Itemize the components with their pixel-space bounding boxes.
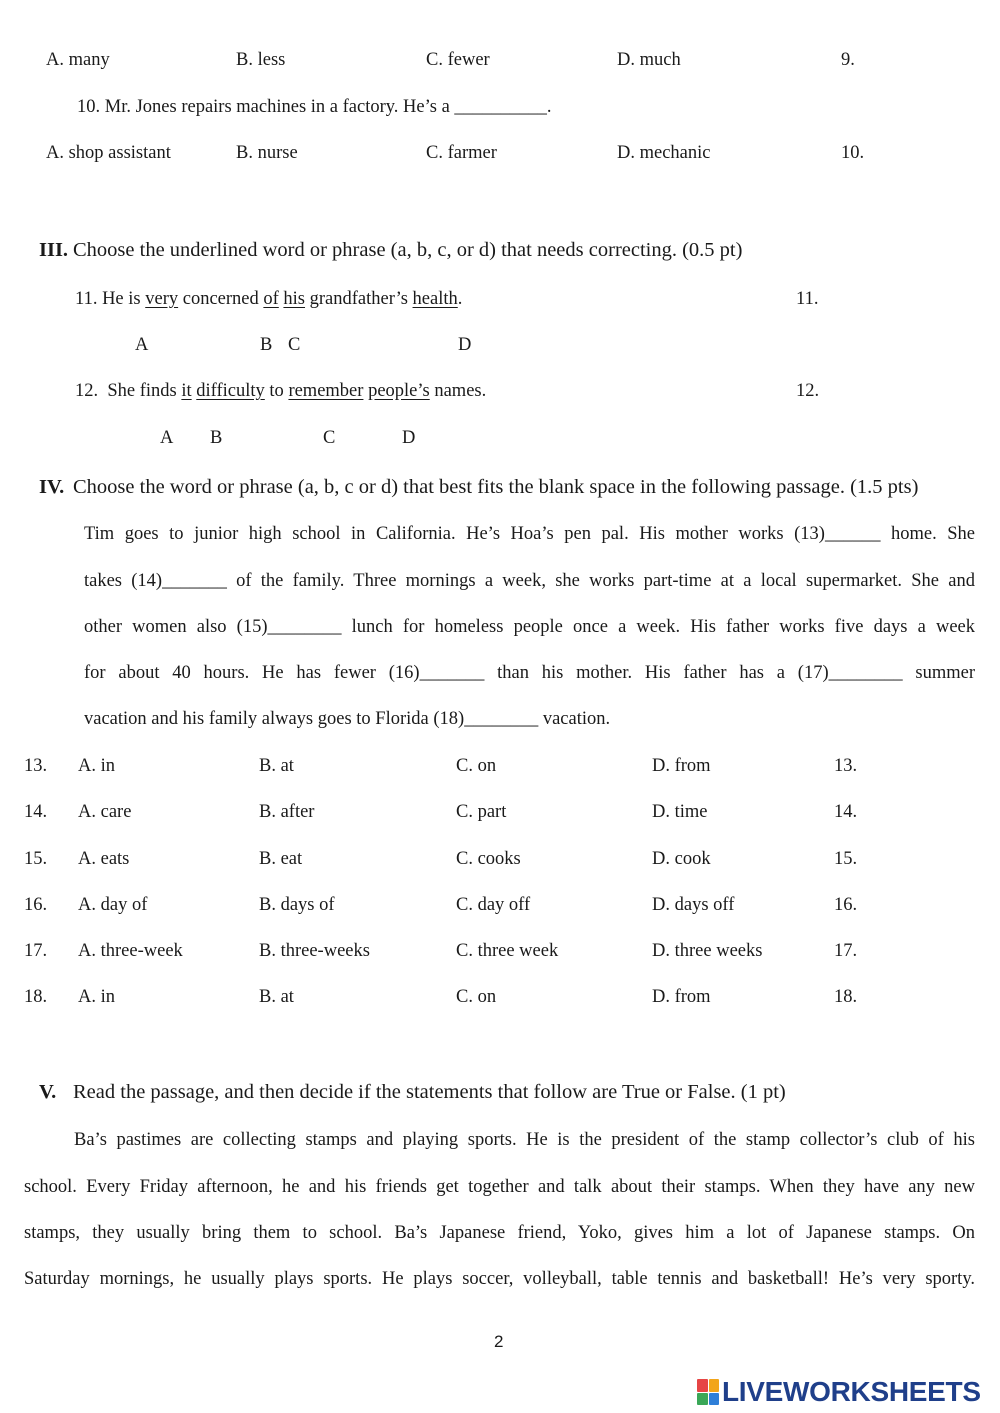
passage-4-line-3: other women also (15)________ lunch for homeless people once a week. His father works five days a week	[84, 617, 975, 637]
q12-letter-a: A	[160, 428, 174, 448]
q11-sentence: 11. He is very concerned of his grandfather’s health.	[75, 289, 463, 309]
option-a: A. eats	[78, 849, 130, 869]
q12-underline-d: people’s	[368, 381, 430, 401]
passage-5-line-3: stamps, they usually bring them to school. Ba’s Japanese friend, Yoko, gives him a lot of Japanese stamps. On	[24, 1223, 975, 1243]
q12-answer-label: 12.	[796, 381, 820, 401]
q11-answer-label: 11.	[796, 289, 819, 309]
q10-option-a: A. shop assistant	[46, 143, 171, 163]
question-number: 15.	[24, 849, 48, 869]
option-c: C. part	[456, 802, 507, 822]
q12-underline-b: difficulty	[196, 381, 265, 401]
q10-option-b: B. nurse	[236, 143, 298, 163]
q11-letter-a: A	[135, 335, 149, 355]
option-b: B. three-weeks	[259, 941, 370, 961]
q10-answer-label: 10.	[841, 143, 865, 163]
option-a: A. in	[78, 756, 115, 776]
q9-option-d: D. much	[617, 50, 681, 70]
question-number: 14.	[24, 802, 48, 822]
answer-label: 16.	[834, 895, 858, 915]
option-c: C. cooks	[456, 849, 521, 869]
q9-option-b: B. less	[236, 50, 286, 70]
q11-letter-d: D	[458, 335, 472, 355]
answer-label: 13.	[834, 756, 858, 776]
option-d: D. time	[652, 802, 708, 822]
option-b: B. at	[259, 756, 294, 776]
q12-letter-d: D	[402, 428, 416, 448]
q10-stem: 10. Mr. Jones repairs machines in a factory. He’s a __________.	[77, 97, 552, 117]
question-number: 17.	[24, 941, 48, 961]
answer-label: 17.	[834, 941, 858, 961]
q11-letter-b: B	[260, 335, 273, 355]
section-3-number: III.	[39, 239, 69, 261]
q11-letter-c: C	[288, 335, 301, 355]
passage-5-line-1: Ba’s pastimes are collecting stamps and playing sports. He is the president of the stamp collector’s club of his	[74, 1130, 975, 1150]
answer-label: 14.	[834, 802, 858, 822]
passage-4-line-1: Tim goes to junior high school in California. He’s Hoa’s pen pal. His mother works (13)______ home. She	[84, 524, 975, 544]
liveworksheets-logo	[697, 1377, 981, 1407]
option-a: A. in	[78, 987, 115, 1007]
logo-text: LIVEWORKSHEETS	[722, 1376, 981, 1407]
q12-letter-b: B	[210, 428, 223, 448]
passage-5-line-2: school. Every Friday afternoon, he and his friends get together and talk about their stamps. When they have any new	[24, 1177, 975, 1197]
option-b: B. eat	[259, 849, 303, 869]
option-d: D. from	[652, 756, 711, 776]
q9-option-a: A. many	[46, 50, 110, 70]
question-number: 18.	[24, 987, 48, 1007]
q12-sentence: 12. She finds it difficulty to remember people’s names.	[75, 381, 487, 401]
q11-underline-c: his	[283, 289, 306, 309]
section-3-title: Choose the underlined word or phrase (a, b, c, or d) that needs correcting. (0.5 pt)	[73, 239, 743, 261]
option-b: B. at	[259, 987, 294, 1007]
section-5-number: V.	[39, 1081, 57, 1103]
option-d: D. cook	[652, 849, 711, 869]
q10-option-d: D. mechanic	[617, 143, 711, 163]
question-number: 13.	[24, 756, 48, 776]
passage-4-line-4: for about 40 hours. He has fewer (16)_______ than his mother. His father has a (17)________ summer	[84, 663, 975, 683]
q9-option-c: C. fewer	[426, 50, 490, 70]
option-d: D. days off	[652, 895, 735, 915]
option-c: C. three week	[456, 941, 559, 961]
q11-underline-b: of	[263, 289, 279, 309]
q12-letter-c: C	[323, 428, 336, 448]
answer-label: 18.	[834, 987, 858, 1007]
option-a: A. care	[78, 802, 132, 822]
q12-underline-c: remember	[288, 381, 364, 401]
option-b: B. days of	[259, 895, 335, 915]
q12-underline-a: it	[181, 381, 192, 401]
passage-4-line-5: vacation and his family always goes to Florida (18)________ vacation.	[84, 709, 611, 729]
section-4-title: Choose the word or phrase (a, b, c or d) that best fits the blank space in the following passage. (1.5 pts)	[73, 476, 919, 498]
passage-5-line-4: Saturday mornings, he usually plays sports. He plays soccer, volleyball, table tennis and basketball! He’s very sporty.	[24, 1269, 975, 1289]
q9-answer-label: 9.	[841, 50, 855, 70]
page-number: 2	[494, 1332, 504, 1351]
option-d: D. three weeks	[652, 941, 763, 961]
q11-underline-a: very	[145, 289, 179, 309]
option-c: C. day off	[456, 895, 531, 915]
option-c: C. on	[456, 987, 497, 1007]
option-a: A. day of	[78, 895, 148, 915]
logo-badge-icon	[697, 1379, 719, 1405]
option-d: D. from	[652, 987, 711, 1007]
question-number: 16.	[24, 895, 48, 915]
option-b: B. after	[259, 802, 315, 822]
q10-option-c: C. farmer	[426, 143, 497, 163]
passage-4-line-2: takes (14)_______ of the family. Three mornings a week, she works part-time at a local supermarket. She and	[84, 571, 975, 591]
section-5-title: Read the passage, and then decide if the statements that follow are True or False. (1 pt)	[73, 1081, 786, 1103]
section-4-number: IV.	[39, 476, 65, 498]
q11-underline-d: health	[412, 289, 458, 309]
option-c: C. on	[456, 756, 497, 776]
answer-label: 15.	[834, 849, 858, 869]
option-a: A. three-week	[78, 941, 183, 961]
